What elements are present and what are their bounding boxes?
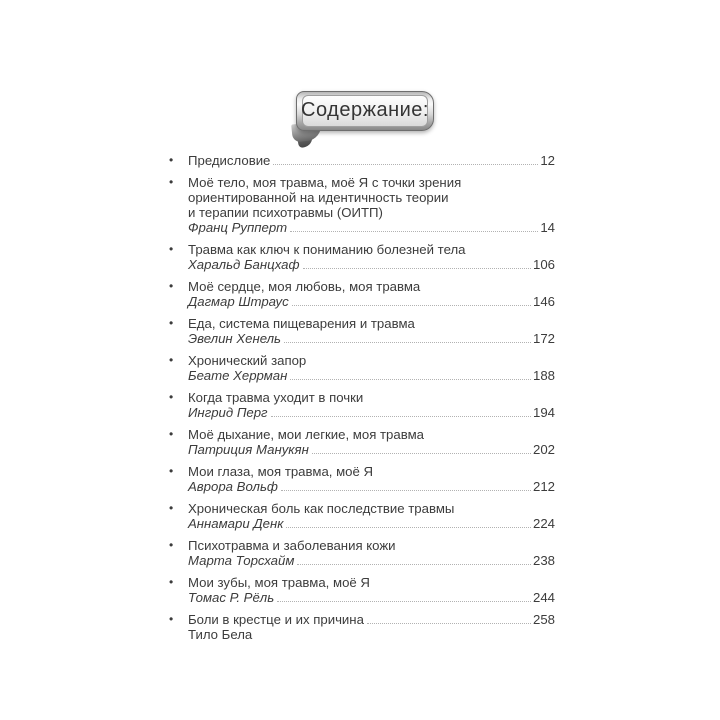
toc-author: Эвелин Хенель [188,331,281,346]
toc-entry [169,427,555,457]
toc-title-line: Моё дыхание, мои легкие, моя травма [188,427,424,442]
page-number: 202 [532,442,555,457]
toc-entry [169,538,555,568]
toc-author: Харальд Банцхаф [188,257,300,272]
toc-entry-body [188,390,555,420]
toc-entry [169,316,555,346]
toc-entry [169,242,555,272]
toc-entry [169,464,555,494]
page-number: 258 [532,612,555,627]
leader-dots [286,527,531,528]
bullet-icon: • [169,153,174,167]
ribbon-fold-tip-icon [297,135,314,148]
toc-entry [169,612,555,642]
toc-entry-body [188,242,555,272]
toc-title-line: Мои глаза, моя травма, моё Я [188,464,374,479]
toc-title-line: Хроническая боль как последствие травмы [188,501,455,516]
toc-entry [169,153,555,168]
page-number: 238 [532,553,555,568]
leader-dots [367,623,531,624]
bullet-icon: • [169,612,174,626]
toc-title-line: Мои зубы, моя травма, моё Я [188,575,370,590]
bullet-icon: • [169,538,174,552]
toc-author: Беате Херрман [188,368,288,383]
toc-title-line: ориентированной на идентичность теории [188,190,449,205]
toc-title-line-with-page [188,153,555,168]
page-number: 212 [532,479,555,494]
toc-title-line: и терапии психотравмы (ОИТП) [188,205,383,220]
page-number: 106 [532,257,555,272]
page-title: Содержание: [301,99,429,121]
page-number: 146 [532,294,555,309]
toc-author: Тило Бела [188,627,253,642]
leader-dots [281,490,531,491]
toc-entry-body [188,464,555,494]
leader-dots [273,164,538,165]
toc-title-line: Еда, система пищеварения и травма [188,316,415,331]
toc-author-with-page [188,368,555,383]
toc-author: Томас Р. Рёль [188,590,275,605]
toc-title-line: Хронический запор [188,353,307,368]
toc-entry [169,390,555,420]
toc-title-line-with-page [188,612,555,627]
page-number: 194 [532,405,555,420]
page-number: 172 [532,331,555,346]
toc-entry [169,575,555,605]
bullet-icon: • [169,242,174,256]
page-number: 244 [532,590,555,605]
toc-title-line: Травма как ключ к пониманию болезней тела [188,242,466,257]
toc-author: Марта Торсхайм [188,553,295,568]
toc-entry-body [188,427,555,457]
toc-author-with-page [188,220,555,235]
toc-entry-body [188,575,555,605]
bullet-icon: • [169,575,174,589]
bullet-icon: • [169,353,174,367]
toc-title-line: Когда травма уходит в почки [188,390,364,405]
toc-author: Патриция Манукян [188,442,309,457]
leader-dots [284,342,531,343]
toc-list [169,153,555,649]
leader-dots [271,416,531,417]
toc-author-with-page [188,405,555,420]
bullet-icon: • [169,316,174,330]
toc-entry-body [188,316,555,346]
toc-entry [169,279,555,309]
toc-entry-body [188,153,555,168]
leader-dots [292,305,531,306]
toc-author-with-page [188,479,555,494]
toc-author: Ингрид Перг [188,405,268,420]
toc-author: Аннамари Денк [188,516,284,531]
toc-entry-body [188,538,555,568]
toc-title-line: Боли в крестце и их причина [188,612,364,627]
contents-ribbon [296,91,434,131]
toc-author-with-page [188,590,555,605]
toc-entry [169,501,555,531]
leader-dots [297,564,531,565]
bullet-icon: • [169,175,174,189]
page-number: 224 [532,516,555,531]
bullet-icon: • [169,427,174,441]
ribbon-plate [302,95,428,127]
bullet-icon: • [169,464,174,478]
toc-entry [169,175,555,235]
toc-title-line: Моё тело, моя травма, моё Я с точки зрения [188,175,462,190]
bullet-icon: • [169,390,174,404]
toc-entry [169,353,555,383]
page-number: 188 [532,368,555,383]
toc-entry-body [188,612,555,642]
toc-title-line: Психотравма и заболевания кожи [188,538,396,553]
toc-author: Дагмар Штраус [188,294,289,309]
toc-entry-body [188,501,555,531]
toc-author-with-page [188,331,555,346]
toc-author-with-page [188,553,555,568]
leader-dots [277,601,531,602]
bullet-icon: • [169,501,174,515]
toc-title-line: Предисловие [188,153,271,168]
toc-author-with-page [188,516,555,531]
toc-author-with-page [188,257,555,272]
toc-entry-body [188,175,555,235]
leader-dots [290,231,538,232]
page-number: 12 [540,153,555,168]
toc-author-with-page [188,294,555,309]
toc-title-line: Моё сердце, моя любовь, моя травма [188,279,421,294]
toc-author: Аврора Вольф [188,479,278,494]
leader-dots [290,379,531,380]
toc-entry-body [188,279,555,309]
page-number: 14 [540,220,555,235]
leader-dots [303,268,531,269]
leader-dots [312,453,531,454]
toc-author-with-page [188,442,555,457]
bullet-icon: • [169,279,174,293]
toc-entry-body [188,353,555,383]
toc-author: Франц Рупперт [188,220,288,235]
